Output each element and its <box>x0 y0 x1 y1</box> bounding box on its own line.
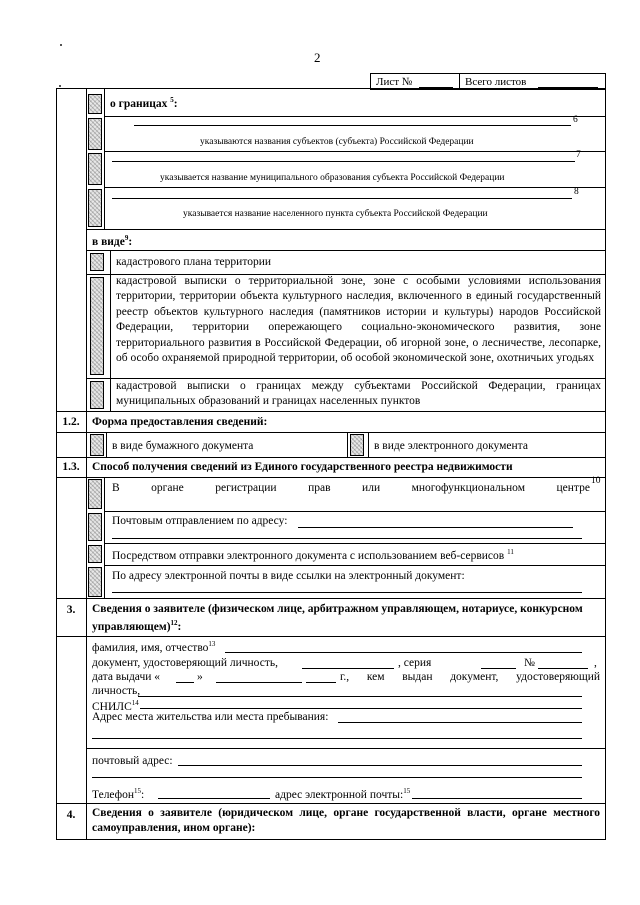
paper-form-checkbox[interactable] <box>90 434 104 456</box>
scan-dot <box>60 44 62 46</box>
email-link-line[interactable] <box>112 592 582 593</box>
zone-extract-checkbox[interactable] <box>90 277 104 375</box>
row-divider <box>104 565 606 566</box>
boundaries-extract-option: кадастровой выписки о границах между субъектами Российской Федерации, границах муниципальных образований и границах населенных пунктов <box>116 380 601 408</box>
row-divider <box>56 477 606 478</box>
postal-address-line-2[interactable] <box>92 777 582 778</box>
inner-divider <box>104 477 105 598</box>
total-sheets-label: Всего листов <box>465 76 527 88</box>
office-pickup-option: В органе регистрации прав или многофункциональном центре <box>112 482 590 494</box>
residence-address-line-2[interactable] <box>92 738 582 739</box>
row-divider <box>104 511 606 512</box>
row-divider <box>86 748 606 749</box>
comma: , <box>594 657 597 669</box>
email-link-checkbox[interactable] <box>88 567 102 597</box>
post-address-line-2[interactable] <box>112 538 582 539</box>
cadastral-plan-checkbox[interactable] <box>90 253 104 271</box>
snils-label: СНИЛС$^{14}$ <box>92 699 139 713</box>
section-divider <box>56 803 606 804</box>
web-service-checkbox[interactable] <box>88 545 102 563</box>
number-label: № <box>524 657 535 669</box>
subject-caption: указываются названия субъектов (субъекта) Российской Федерации <box>200 137 474 147</box>
footnote-10: 10 <box>591 476 601 486</box>
row-divider <box>56 432 606 433</box>
subject-input-line[interactable] <box>134 125 571 126</box>
row-divider <box>104 116 606 117</box>
postal-address-label: почтовый адрес: <box>92 755 173 767</box>
section-divider <box>56 457 606 458</box>
email-line[interactable] <box>412 798 582 799</box>
footnote-7: 7 <box>576 150 581 160</box>
paper-form-option: в виде бумажного документа <box>112 440 254 452</box>
web-service-option: Посредством отправки электронного документа с использованием веб-сервисов $^{11}$ <box>112 548 514 562</box>
page-number: 2 <box>314 50 321 65</box>
subject-checkbox[interactable] <box>88 118 102 150</box>
section-1-2-title: Форма предоставления сведений: <box>92 416 268 428</box>
issue-date-label: дата выдачи « <box>92 671 161 683</box>
inner-divider <box>368 432 369 457</box>
issue-day-line[interactable] <box>176 682 194 683</box>
section-1-3-number: 1.3. <box>62 461 80 473</box>
fio-label: фамилия, имя, отчество$^{13}$ <box>92 640 216 654</box>
inner-divider <box>106 432 107 457</box>
section-number-column-divider <box>86 88 87 840</box>
section-3-title: Сведения о заявителе (физическом лице, арбитражном управляющем, нотариусе, конкурсном <box>92 603 583 615</box>
post-address-line[interactable] <box>298 527 573 528</box>
row-divider <box>86 250 606 251</box>
issue-year-line[interactable] <box>306 682 336 683</box>
footnote-6: 6 <box>573 115 578 125</box>
electronic-form-option: в виде электронного документа <box>374 440 528 452</box>
series-label: , серия <box>398 657 432 669</box>
footnote-8: 8 <box>574 187 579 197</box>
section-3-number: 3. <box>66 604 76 616</box>
residence-address-line[interactable] <box>338 722 582 723</box>
office-pickup-checkbox[interactable] <box>88 479 102 509</box>
view-title: в виде$^9$: <box>92 234 133 248</box>
boundaries-extract-checkbox[interactable] <box>90 381 104 409</box>
block-divider <box>86 229 606 230</box>
municipality-caption: указывается название муниципального образования субъекта Российской Федерации <box>160 173 505 183</box>
inner-divider <box>104 88 105 230</box>
section-1-3-title: Способ получения сведений из Единого государственного реестра недвижимости <box>92 461 513 473</box>
section-1-2-number: 1.2. <box>62 416 80 428</box>
email-link-option: По адресу электронной почты в виде ссылки на электронный документ: <box>112 570 465 582</box>
row-divider <box>104 151 606 152</box>
borders-checkbox[interactable] <box>88 94 102 114</box>
section-4-title-cont: самоуправления, ином органе): <box>92 822 256 834</box>
inner-divider <box>347 432 348 457</box>
fio-input-line[interactable] <box>225 652 582 653</box>
borders-title: о границах $^5$: <box>110 96 178 110</box>
identity-document-line[interactable] <box>302 668 394 669</box>
identity-document-label: документ, удостоверяющий личность, <box>92 657 278 669</box>
number-line[interactable] <box>538 668 588 669</box>
row-divider <box>104 187 606 188</box>
residence-address-label: Адрес места жительства или места пребывания: <box>92 711 329 723</box>
row-divider <box>104 543 606 544</box>
scan-dot <box>59 85 61 87</box>
phone-line[interactable] <box>158 798 270 799</box>
email-label: адрес электронной почты:$^{15}$ <box>275 787 411 801</box>
settlement-checkbox[interactable] <box>88 189 102 227</box>
section-3-title-cont: управляющем)$^{12}$: <box>92 619 182 633</box>
section-divider <box>56 411 606 412</box>
snils-line[interactable] <box>140 708 582 709</box>
section-divider <box>56 598 606 599</box>
section-4-number: 4. <box>66 809 76 821</box>
municipality-input-line[interactable] <box>112 161 575 162</box>
issue-day-close: » <box>197 671 203 683</box>
settlement-input-line[interactable] <box>112 198 572 199</box>
post-delivery-checkbox[interactable] <box>88 513 102 541</box>
phone-label: Телефон$^{15}$: <box>92 787 145 801</box>
section-4-title: Сведения о заявителе (юридическом лице, органе государственной власти, органе местного <box>92 807 600 819</box>
issued-by-label: г., кем выдан документ, удостоверяющий <box>340 671 600 683</box>
zone-extract-option: кадастровой выписки о территориальной зоне, зоне с особыми условиями использования территории, территории объекта культурного наследия, включенного в единый государственный реестр объектов культурного наследия (памятников истории и культуры) народов Российской Федерации, территории опережающего социально-экономического развития, зоне территориального развития в Российской Федерации, об игорной зоне, о лесничестве, лесопарке, об особо охраняемой природной территории, об особой экономической зоне, охотничьих угодьях <box>116 275 601 365</box>
issued-by-line[interactable] <box>138 696 582 697</box>
post-delivery-option: Почтовым отправлением по адресу: <box>112 515 288 527</box>
postal-address-line[interactable] <box>178 765 582 766</box>
issue-month-line[interactable] <box>216 682 302 683</box>
cadastral-plan-option: кадастрового плана территории <box>116 256 271 268</box>
municipality-checkbox[interactable] <box>88 153 102 185</box>
electronic-form-checkbox[interactable] <box>350 434 364 456</box>
series-line[interactable] <box>481 668 516 669</box>
person-label: личность, <box>92 685 141 697</box>
settlement-caption: указывается название населенного пункта субъекта Российской Федерации <box>183 209 488 219</box>
sheet-number-label: Лист № <box>376 76 413 88</box>
row-divider <box>56 636 606 637</box>
